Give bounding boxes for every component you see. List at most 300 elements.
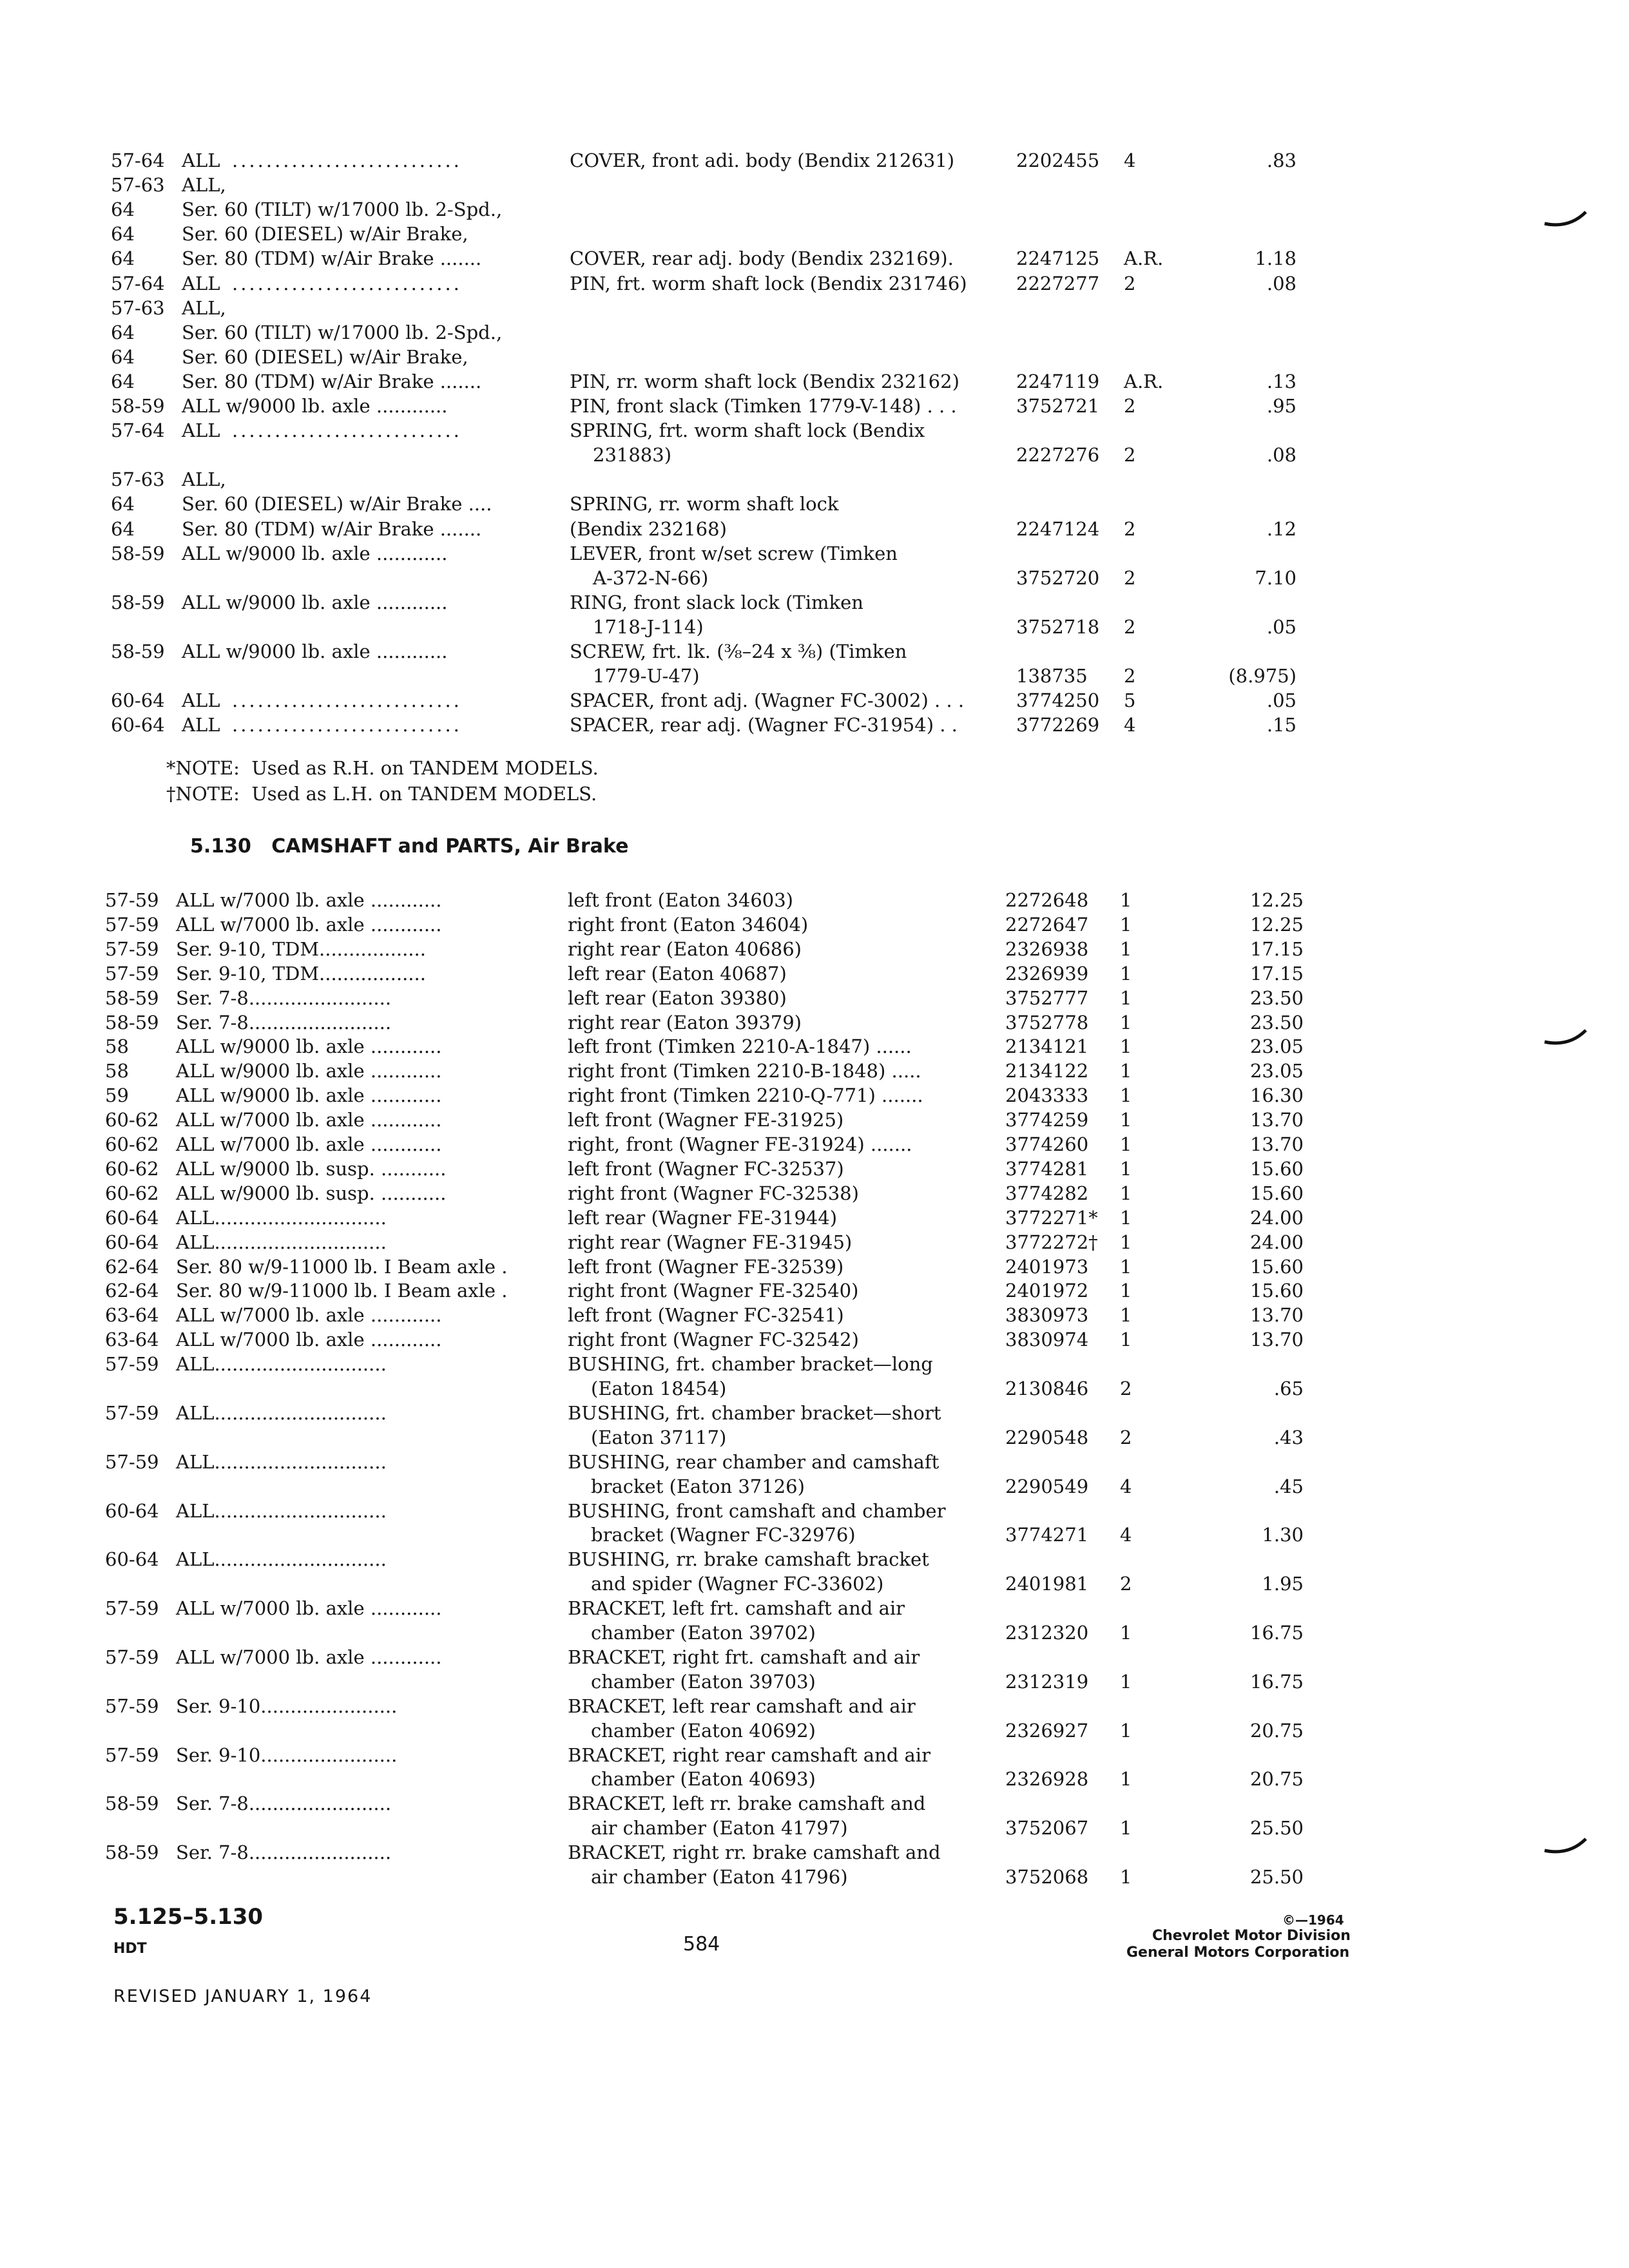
part-description: left rear (Wagner FE-31944) bbox=[568, 1206, 838, 1229]
model-year: 60-62 bbox=[105, 1109, 159, 1131]
list-price: 17.15 bbox=[1249, 937, 1304, 960]
part-number: 3772272† bbox=[1005, 1231, 1098, 1253]
quantity: 1 bbox=[1120, 1133, 1132, 1155]
list-price: .43 bbox=[1273, 1426, 1304, 1448]
model-year: 57-59 bbox=[105, 1597, 159, 1620]
part-description: COVER, rear adj. body (Bendix 232169). bbox=[570, 247, 954, 270]
part-description: BRACKET, left frt. camshaft and air bbox=[568, 1597, 905, 1620]
part-description: RING, front slack lock (Timken bbox=[570, 591, 863, 613]
part-description: left rear (Eaton 40687) bbox=[568, 962, 787, 985]
part-description: SPRING, rr. worm shaft lock bbox=[570, 493, 839, 515]
parts-row-line bbox=[105, 1351, 1629, 1377]
parts-row-line bbox=[105, 1742, 1629, 1768]
part-description: right front (Eaton 34604) bbox=[568, 913, 809, 936]
model-application: ALL w/9000 lb. susp. ........... bbox=[176, 1182, 447, 1204]
model-year: 58-59 bbox=[111, 591, 165, 613]
quantity: 2 bbox=[1124, 665, 1136, 687]
part-number: 2326939 bbox=[1005, 962, 1089, 985]
model-application: ALL............................. bbox=[176, 1499, 387, 1522]
model-application: ALL w/7000 lb. axle ............ bbox=[176, 1597, 442, 1620]
parts-row-line bbox=[111, 541, 1629, 566]
parts-row-line bbox=[111, 393, 1629, 419]
model-year: 58-59 bbox=[105, 1792, 159, 1815]
parts-row-line bbox=[105, 1864, 1629, 1890]
model-year: 58-59 bbox=[105, 1841, 159, 1864]
list-price: .05 bbox=[1266, 615, 1296, 638]
list-price: 13.70 bbox=[1249, 1133, 1304, 1155]
model-application: ALL............................. bbox=[176, 1206, 387, 1229]
parts-row-line bbox=[105, 1033, 1629, 1059]
part-description: COVER, front adi. body (Bendix 212631) bbox=[570, 149, 955, 171]
part-number: 2290548 bbox=[1005, 1426, 1089, 1448]
part-number: 2247119 bbox=[1016, 370, 1100, 392]
list-price: .45 bbox=[1273, 1475, 1304, 1497]
model-year: 57-63 bbox=[111, 174, 165, 197]
quantity: 2 bbox=[1124, 615, 1136, 638]
part-number: 3752778 bbox=[1005, 1011, 1089, 1033]
part-description: BUSHING, rr. brake camshaft bracket bbox=[568, 1548, 929, 1571]
part-number: 2247125 bbox=[1016, 247, 1100, 270]
quantity: 1 bbox=[1120, 1719, 1132, 1742]
parts-row-line bbox=[105, 1058, 1629, 1084]
part-description: right front (Wagner FC-32542) bbox=[568, 1329, 859, 1351]
part-description: SPACER, rear adj. (Wagner FC-31954) . . bbox=[570, 714, 958, 736]
parts-row-line bbox=[111, 614, 1629, 640]
model-application: ALL, bbox=[182, 296, 226, 319]
parts-row-line bbox=[105, 1620, 1629, 1646]
parts-row-line bbox=[111, 221, 1629, 247]
footer-hdt: HDT bbox=[113, 1941, 147, 1957]
model-year: 63-64 bbox=[105, 1329, 159, 1351]
part-number: 3774259 bbox=[1005, 1109, 1089, 1131]
list-price: 15.60 bbox=[1249, 1157, 1304, 1180]
list-price: 1.18 bbox=[1255, 247, 1296, 270]
part-number: 3830973 bbox=[1005, 1304, 1089, 1327]
quantity: 5 bbox=[1124, 689, 1136, 712]
list-price: 15.60 bbox=[1249, 1255, 1304, 1278]
footer-copyright: ©—1964 bbox=[1282, 1912, 1344, 1928]
scan-mark bbox=[1543, 1836, 1588, 1856]
model-year: 60-64 bbox=[105, 1548, 159, 1571]
parts-row-line bbox=[105, 1669, 1629, 1695]
quantity: 1 bbox=[1120, 1035, 1132, 1058]
model-application: Ser. 9-10, TDM.................. bbox=[176, 937, 426, 960]
part-description: PIN, frt. worm shaft lock (Bendix 231746) bbox=[570, 272, 967, 294]
quantity: 1 bbox=[1120, 1084, 1132, 1107]
part-description: left front (Wagner FE-32539) bbox=[568, 1255, 844, 1278]
model-application: Ser. 60 (DIESEL) w/Air Brake .... bbox=[182, 493, 492, 515]
part-number: 2227276 bbox=[1016, 444, 1100, 466]
parts-row-line bbox=[105, 1131, 1629, 1157]
parts-row-line bbox=[105, 1693, 1629, 1719]
parts-row-line bbox=[111, 418, 1629, 443]
model-year: 60-64 bbox=[111, 689, 165, 712]
parts-row-line bbox=[111, 320, 1629, 345]
quantity: 1 bbox=[1120, 1670, 1132, 1693]
part-number: 3774260 bbox=[1005, 1133, 1089, 1155]
part-description: chamber (Eaton 40693) bbox=[591, 1768, 816, 1791]
model-year: 58 bbox=[105, 1035, 129, 1058]
list-price: .13 bbox=[1266, 370, 1296, 392]
parts-row-line bbox=[105, 1156, 1629, 1182]
list-price: 12.25 bbox=[1249, 889, 1304, 911]
quantity: 1 bbox=[1120, 1280, 1132, 1302]
model-application: ALL w/7000 lb. axle ............ bbox=[176, 1109, 442, 1131]
model-application: Ser. 80 (TDM) w/Air Brake ....... bbox=[182, 370, 482, 392]
list-price: .95 bbox=[1266, 395, 1296, 417]
list-price: 16.30 bbox=[1249, 1084, 1304, 1107]
quantity: 1 bbox=[1120, 889, 1132, 911]
dot-leader: ........................... bbox=[232, 689, 462, 712]
model-year: 64 bbox=[111, 247, 135, 270]
list-price: .12 bbox=[1266, 517, 1296, 540]
part-description: BRACKET, right rr. brake camshaft and bbox=[568, 1841, 941, 1864]
model-year: 59 bbox=[105, 1084, 129, 1107]
part-number: 3752721 bbox=[1016, 395, 1100, 417]
model-year: 58 bbox=[105, 1060, 129, 1082]
part-number: 3774271 bbox=[1005, 1524, 1089, 1546]
parts-row-line bbox=[105, 1302, 1629, 1328]
quantity: 2 bbox=[1124, 517, 1136, 540]
part-number: 2326938 bbox=[1005, 937, 1089, 960]
footer-publisher-division: Chevrolet Motor Division bbox=[1152, 1928, 1351, 1944]
model-application: ALL w/9000 lb. axle ............ bbox=[182, 395, 448, 417]
model-year: 57-59 bbox=[105, 1353, 159, 1376]
part-number: 2401981 bbox=[1005, 1573, 1089, 1595]
part-description: right front (Timken 2210-Q-771) ....... bbox=[568, 1084, 923, 1107]
part-number: 2247124 bbox=[1016, 517, 1100, 540]
quantity: 2 bbox=[1124, 566, 1136, 589]
page-number: 584 bbox=[683, 1933, 720, 1956]
quantity: 2 bbox=[1124, 272, 1136, 294]
part-description: right front (Wagner FC-32538) bbox=[568, 1182, 859, 1204]
list-price: 23.05 bbox=[1249, 1060, 1304, 1082]
part-number: 3752777 bbox=[1005, 986, 1089, 1009]
model-application: ALL............................. bbox=[176, 1401, 387, 1424]
part-number: 2130846 bbox=[1005, 1378, 1089, 1399]
footer-section-range: 5.125–5.130 bbox=[113, 1904, 264, 1930]
parts-row-line bbox=[111, 590, 1629, 615]
model-year: 64 bbox=[111, 493, 135, 515]
part-description: BUSHING, front camshaft and chamber bbox=[568, 1499, 946, 1522]
part-number: 3752720 bbox=[1016, 566, 1100, 589]
part-description: BRACKET, right rear camshaft and air bbox=[568, 1744, 930, 1766]
model-application: Ser. 80 (TDM) w/Air Brake ....... bbox=[182, 247, 482, 270]
part-description: bracket (Eaton 37126) bbox=[591, 1475, 805, 1497]
part-number: 2290549 bbox=[1005, 1475, 1089, 1497]
model-application: ALL w/7000 lb. axle ............ bbox=[176, 913, 442, 936]
model-year: 60-62 bbox=[105, 1182, 159, 1204]
model-application: ALL bbox=[182, 714, 220, 736]
part-description: (Eaton 37117) bbox=[591, 1426, 727, 1448]
parts-row-line bbox=[105, 961, 1629, 986]
parts-row-line bbox=[111, 344, 1629, 370]
parts-row-line bbox=[105, 1522, 1629, 1548]
parts-row-line bbox=[111, 663, 1629, 689]
part-number: 138735 bbox=[1016, 665, 1088, 687]
model-year: 60-64 bbox=[105, 1231, 159, 1253]
model-application: Ser. 7-8........................ bbox=[176, 1841, 392, 1864]
part-description: right front (Wagner FE-32540) bbox=[568, 1280, 859, 1302]
parts-row-line bbox=[111, 639, 1629, 664]
list-price: 23.05 bbox=[1249, 1035, 1304, 1058]
model-application: Ser. 9-10, TDM.................. bbox=[176, 962, 426, 985]
part-number: 2312320 bbox=[1005, 1622, 1089, 1644]
parts-row-line bbox=[105, 1278, 1629, 1303]
model-year: 57-59 bbox=[105, 1695, 159, 1717]
model-year: 64 bbox=[111, 345, 135, 368]
quantity: 1 bbox=[1120, 1011, 1132, 1033]
parts-row-line bbox=[105, 912, 1629, 937]
model-year: 58-59 bbox=[105, 986, 159, 1009]
model-application: Ser. 80 w/9-11000 lb. I Beam axle . bbox=[176, 1280, 508, 1302]
model-year: 57-59 bbox=[105, 1744, 159, 1766]
note-lh-tandem: †NOTE: Used as L.H. on TANDEM MODELS. bbox=[166, 783, 597, 805]
parts-row-line bbox=[105, 1644, 1629, 1670]
part-number: 3752067 bbox=[1005, 1817, 1089, 1840]
quantity: 4 bbox=[1124, 149, 1136, 171]
list-price: (8.975) bbox=[1228, 665, 1296, 687]
part-description: right front (Timken 2210-B-1848) ..... bbox=[568, 1060, 921, 1082]
part-description: BUSHING, frt. chamber bracket—short bbox=[568, 1401, 941, 1424]
model-application: Ser. 9-10....................... bbox=[176, 1744, 398, 1766]
part-description: 231883) bbox=[593, 444, 672, 466]
parts-row-line bbox=[111, 442, 1629, 468]
parts-row-line bbox=[105, 1766, 1629, 1792]
list-price: 12.25 bbox=[1249, 913, 1304, 936]
model-year: 62-64 bbox=[105, 1255, 159, 1278]
quantity: 1 bbox=[1120, 1255, 1132, 1278]
parts-row-line bbox=[111, 148, 1629, 173]
parts-row-line bbox=[111, 565, 1629, 591]
model-application: ALL w/7000 lb. axle ............ bbox=[176, 889, 442, 911]
parts-row-line bbox=[105, 1449, 1629, 1475]
quantity: 2 bbox=[1124, 444, 1136, 466]
list-price: 13.70 bbox=[1249, 1304, 1304, 1327]
part-description: chamber (Eaton 39703) bbox=[591, 1670, 816, 1693]
model-year: 63-64 bbox=[105, 1304, 159, 1327]
part-number: 3774281 bbox=[1005, 1157, 1089, 1180]
list-price: 1.30 bbox=[1262, 1524, 1304, 1546]
part-number: 2272648 bbox=[1005, 889, 1089, 911]
part-description: right, front (Wagner FE-31924) ....... bbox=[568, 1133, 912, 1155]
footer-publisher-corporation: General Motors Corporation bbox=[1126, 1945, 1350, 1961]
quantity: 1 bbox=[1120, 962, 1132, 985]
parts-row-line bbox=[111, 712, 1629, 738]
model-application: Ser. 60 (TILT) w/17000 lb. 2-Spd., bbox=[182, 198, 503, 221]
part-description: BRACKET, left rear camshaft and air bbox=[568, 1695, 916, 1717]
parts-row-line bbox=[105, 1815, 1629, 1841]
part-description: left rear (Eaton 39380) bbox=[568, 986, 787, 1009]
parts-row-line bbox=[105, 1229, 1629, 1255]
part-number: 2272647 bbox=[1005, 913, 1089, 936]
model-year: 64 bbox=[111, 517, 135, 540]
list-price: 1.95 bbox=[1262, 1573, 1304, 1595]
list-price: 16.75 bbox=[1249, 1670, 1304, 1693]
list-price: .08 bbox=[1266, 272, 1296, 294]
part-description: BUSHING, rear chamber and camshaft bbox=[568, 1450, 940, 1473]
model-application: ALL............................. bbox=[176, 1548, 387, 1571]
model-year: 57-59 bbox=[105, 1401, 159, 1424]
model-application: ALL w/9000 lb. axle ............ bbox=[182, 542, 448, 564]
model-application: Ser. 60 (DIESEL) w/Air Brake, bbox=[182, 345, 468, 368]
parts-row-line bbox=[105, 985, 1629, 1011]
model-application: ALL, bbox=[182, 468, 226, 491]
quantity: 2 bbox=[1120, 1573, 1132, 1595]
quantity: 1 bbox=[1120, 1768, 1132, 1791]
model-year: 60-62 bbox=[105, 1157, 159, 1180]
quantity: 1 bbox=[1120, 1817, 1132, 1840]
model-year: 57-59 bbox=[105, 913, 159, 936]
scan-mark bbox=[1543, 1028, 1588, 1047]
part-number: 2134122 bbox=[1005, 1060, 1089, 1082]
parts-row-line bbox=[105, 1107, 1629, 1133]
quantity: A.R. bbox=[1124, 370, 1164, 392]
part-number: 3774282 bbox=[1005, 1182, 1089, 1204]
parts-row-line bbox=[105, 1205, 1629, 1231]
part-number: 2401973 bbox=[1005, 1255, 1089, 1278]
model-application: ALL w/7000 lb. axle ............ bbox=[176, 1646, 442, 1668]
part-description: air chamber (Eaton 41797) bbox=[591, 1817, 848, 1840]
quantity: 2 bbox=[1120, 1378, 1132, 1399]
quantity: 4 bbox=[1120, 1475, 1132, 1497]
part-description: chamber (Eaton 39702) bbox=[591, 1622, 816, 1644]
parts-row-line bbox=[105, 1254, 1629, 1280]
part-description: right rear (Eaton 40686) bbox=[568, 937, 802, 960]
part-number: 3752718 bbox=[1016, 615, 1100, 638]
model-year: 57-63 bbox=[111, 468, 165, 491]
list-price: .83 bbox=[1266, 149, 1296, 171]
list-price: .08 bbox=[1266, 444, 1296, 466]
part-number: 2326927 bbox=[1005, 1719, 1089, 1742]
parts-row-line bbox=[111, 271, 1629, 296]
list-price: 16.75 bbox=[1249, 1622, 1304, 1644]
model-year: 58-59 bbox=[111, 395, 165, 417]
dot-leader: ........................... bbox=[232, 272, 462, 294]
model-year: 58-59 bbox=[105, 1011, 159, 1033]
part-description: PIN, rr. worm shaft lock (Bendix 232162) bbox=[570, 370, 959, 392]
parts-row-line bbox=[105, 1840, 1629, 1865]
parts-row-line bbox=[111, 197, 1629, 222]
parts-row-line bbox=[111, 491, 1629, 517]
model-application: ALL bbox=[182, 272, 220, 294]
model-year: 60-64 bbox=[105, 1499, 159, 1522]
quantity: 1 bbox=[1120, 1329, 1132, 1351]
part-number: 3752068 bbox=[1005, 1866, 1089, 1888]
quantity: 1 bbox=[1120, 937, 1132, 960]
parts-row-line bbox=[105, 1400, 1629, 1426]
model-application: ALL w/9000 lb. axle ............ bbox=[182, 591, 448, 613]
parts-row-line bbox=[105, 1010, 1629, 1035]
part-number: 2134121 bbox=[1005, 1035, 1089, 1058]
quantity: 1 bbox=[1120, 1157, 1132, 1180]
model-application: ALL............................. bbox=[176, 1231, 387, 1253]
parts-row-line bbox=[105, 1595, 1629, 1621]
part-description: BRACKET, left rr. brake camshaft and bbox=[568, 1792, 926, 1815]
part-description: (Eaton 18454) bbox=[591, 1378, 727, 1399]
quantity: 1 bbox=[1120, 1060, 1132, 1082]
model-year: 60-62 bbox=[105, 1133, 159, 1155]
model-application: Ser. 80 (TDM) w/Air Brake ....... bbox=[182, 517, 482, 540]
part-description: A-372-N-66) bbox=[593, 566, 709, 589]
list-price: .65 bbox=[1273, 1378, 1304, 1399]
model-application: ALL bbox=[182, 419, 220, 442]
part-number: 2043333 bbox=[1005, 1084, 1089, 1107]
parts-row-line bbox=[105, 1498, 1629, 1524]
parts-row-line bbox=[105, 1718, 1629, 1744]
part-description: and spider (Wagner FC-33602) bbox=[591, 1573, 884, 1595]
model-application: Ser. 9-10....................... bbox=[176, 1695, 398, 1717]
model-year: 57-59 bbox=[105, 1646, 159, 1668]
part-description: left front (Timken 2210-A-1847) ...... bbox=[568, 1035, 912, 1058]
part-number: 3830974 bbox=[1005, 1329, 1089, 1351]
quantity: 2 bbox=[1120, 1426, 1132, 1448]
quantity: 1 bbox=[1120, 1182, 1132, 1204]
model-year: 64 bbox=[111, 370, 135, 392]
list-price: .15 bbox=[1266, 714, 1296, 736]
model-application: Ser. 60 (DIESEL) w/Air Brake, bbox=[182, 223, 468, 245]
quantity: 2 bbox=[1124, 395, 1136, 417]
model-year: 57-64 bbox=[111, 149, 165, 171]
model-year: 58-59 bbox=[111, 542, 165, 564]
model-year: 60-64 bbox=[111, 714, 165, 736]
parts-row-line bbox=[105, 1180, 1629, 1206]
parts-row-line bbox=[111, 369, 1629, 394]
parts-row-line bbox=[105, 1791, 1629, 1816]
part-description: 1779-U-47) bbox=[593, 665, 700, 687]
quantity: 1 bbox=[1120, 1866, 1132, 1888]
quantity: 1 bbox=[1120, 1206, 1132, 1229]
parts-row-line bbox=[111, 295, 1629, 321]
model-application: ALL bbox=[182, 689, 220, 712]
parts-row-line bbox=[111, 516, 1629, 542]
note-rh-tandem: *NOTE: Used as R.H. on TANDEM MODELS. bbox=[166, 757, 599, 779]
list-price: 24.00 bbox=[1249, 1231, 1304, 1253]
model-application: ALL bbox=[182, 149, 220, 171]
list-price: 25.50 bbox=[1249, 1866, 1304, 1888]
model-year: 64 bbox=[111, 198, 135, 221]
parts-row-line bbox=[105, 936, 1629, 962]
part-description: SPRING, frt. worm shaft lock (Bendix bbox=[570, 419, 925, 442]
parts-row-line bbox=[105, 1327, 1629, 1352]
model-application: ALL, bbox=[182, 174, 226, 197]
footer-revised-date: REVISED JANUARY 1, 1964 bbox=[113, 1986, 372, 2006]
model-year: 57-59 bbox=[105, 1450, 159, 1473]
model-application: Ser. 7-8........................ bbox=[176, 1792, 392, 1815]
model-year: 60-64 bbox=[105, 1206, 159, 1229]
section-heading-camshaft: 5.130 CAMSHAFT and PARTS, Air Brake bbox=[190, 835, 629, 858]
model-application: ALL w/9000 lb. axle ............ bbox=[176, 1060, 442, 1082]
parts-row-line bbox=[111, 245, 1629, 271]
part-description: SCREW, frt. lk. (⅜–24 x ⅜) (Timken bbox=[570, 640, 907, 662]
part-description: left front (Wagner FC-32537) bbox=[568, 1157, 844, 1180]
part-description: right rear (Eaton 39379) bbox=[568, 1011, 802, 1033]
part-description: BUSHING, frt. chamber bracket—long bbox=[568, 1353, 933, 1376]
dot-leader: ........................... bbox=[232, 714, 462, 736]
quantity: 1 bbox=[1120, 913, 1132, 936]
quantity: 1 bbox=[1120, 986, 1132, 1009]
list-price: 15.60 bbox=[1249, 1280, 1304, 1302]
model-year: 57-59 bbox=[105, 889, 159, 911]
parts-row-line bbox=[111, 687, 1629, 713]
parts-row-line bbox=[105, 1376, 1629, 1401]
model-application: ALL w/7000 lb. axle ............ bbox=[176, 1304, 442, 1327]
part-description: left front (Eaton 34603) bbox=[568, 889, 793, 911]
part-description: SPACER, front adj. (Wagner FC-3002) . . . bbox=[570, 689, 965, 712]
part-number: 2312319 bbox=[1005, 1670, 1089, 1693]
parts-row-line bbox=[105, 1425, 1629, 1450]
model-application: ALL............................. bbox=[176, 1353, 387, 1376]
